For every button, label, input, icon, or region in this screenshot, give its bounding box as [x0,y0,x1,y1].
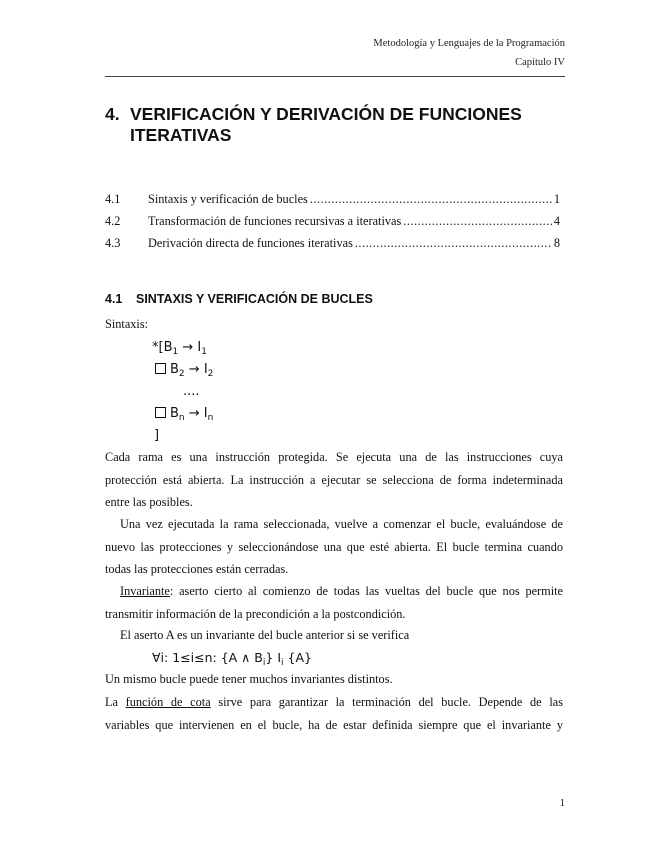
paragraph-invariante: Invariante: aserto cierto al comienzo de todas las vueltas del bucle que nos permite transmitir información de la precondición a la postcondición. [105,584,563,621]
code-line-close: ] [154,428,160,443]
sintaxis-label: Sintaxis: [105,317,149,331]
toc-number: 4.2 [105,214,121,228]
toc-page: 4 [553,214,560,228]
code-line-ellipsis: .... [183,384,200,399]
header-rule [105,76,565,77]
section-title: SINTAXIS Y VERIFICACIÓN DE BUCLES [136,292,373,306]
toc-title: Transformación de funciones recursivas a iterativas [148,214,402,228]
code-line-2: $B_2 \to I_2$ [155,362,213,379]
toc-leader [310,192,552,207]
toc-title: Sintaxis y verificación de bucles [148,192,308,206]
toc-entry[interactable] [105,214,560,230]
paragraph-ejecucion: Una vez ejecutada la rama seleccionada, vuelve a comenzar el bucle, evaluándose de nuevo las protecciones y seleccionándose una que esté abierta. El bucle termina cuando todas las protecciones están cerradas. [105,517,563,576]
toc-leader [355,236,552,251]
chapter-title-line2: ITERATIVAS [130,125,232,145]
toc-title: Derivación directa de funciones iterativas [148,236,353,250]
paragraph-rama: Cada rama es una instrucción protegida. Se ejecuta una de las instrucciones cuya protección está abierta. La instrucción a ejecutar se selecciona de forma indeterminada entre las posibles. [105,450,563,509]
toc-entry[interactable] [105,236,560,252]
paragraph-funcion-cota: La función de cota sirve para garantizar la terminación del bucle. Depende de las variables que intervienen en el bucle, ha de estar definida siempre que el invariante y [105,695,563,732]
code-line-n: $B_n \to I_n$ [155,406,213,423]
paragraph-aserto: El aserto A es un invariante del bucle anterior si se verifica [120,628,410,642]
code-line-1: $*[B_1 \to I_1$ [152,340,207,357]
toc-page: 8 [553,236,560,250]
paragraph-muchos-invariantes: Un mismo bucle puede tener muchos invariantes distintos. [105,672,393,686]
section-number: 4.1 [105,292,123,306]
toc-page: 1 [553,192,560,206]
chapter-title-line1: VERIFICACIÓN Y DERIVACIÓN DE FUNCIONES [130,104,522,124]
running-header-title: Metodología y Lenguajes de la Programación [373,38,565,49]
invariant-formula: ∀i: 1≤i≤n: {A ∧ $B_i$} $I_i$ {A} [152,650,312,668]
guard-box-icon [155,407,166,418]
term-invariante: Invariante [120,584,170,598]
toc-entry[interactable] [105,192,560,208]
toc-leader [403,214,552,229]
toc-number: 4.1 [105,192,121,206]
guard-box-icon [155,363,166,374]
toc-number: 4.3 [105,236,121,250]
chapter-number: 4. [105,104,120,124]
term-funcion-cota: función de cota [125,695,211,709]
page-number: 1 [559,798,565,809]
running-header-chapter: Capítulo IV [515,57,565,68]
